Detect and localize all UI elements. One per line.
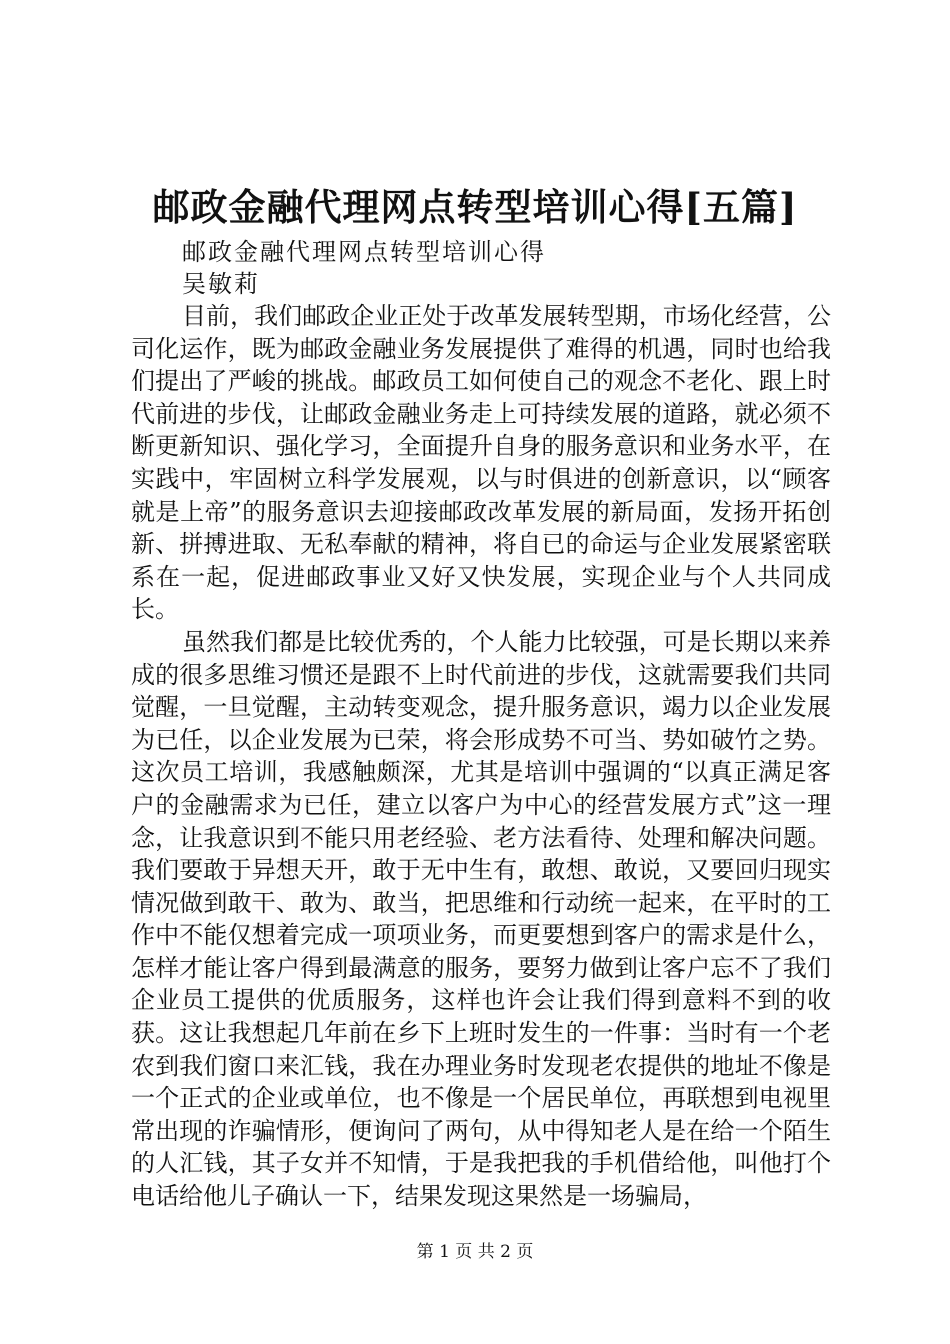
document-title: 邮政金融代理网点转型培训心得[五篇] [152,185,798,229]
paragraph: 目前，我们邮政企业正处于改革发展转型期，市场化经营，公司化运作，既为邮政金融业务发展提供了难得的机遇，同时也给我们提出了严峻的挑战。邮政员工如何使自己的观念不老化、跟上时代前进的步伐，让邮政金融业务走上可持续发展的道路，就必须不断更新知识、强化学习，全面提升自身的服务意识和业务水平，在实践中，牢固树立科学发展观，以与时俱进的创新意识，以“顾客就是上帝”的服务意识去迎接邮政改革发展的新局面，发扬开拓创新、拼搏进取、无私奉献的精神，将自已的命运与企业发展紧密联系在一起，促进邮政事业又好又快发展，实现企业与个人共同成长。 [131,302,831,624]
document-subtitle: 邮政金融代理网点转型培训心得 [182,238,546,266]
document-body [131,300,831,1213]
author-name: 吴敏莉 [182,270,260,298]
paragraph: 虽然我们都是比较优秀的，个人能力比较强，可是长期以来养成的很多思维习惯还是跟不上时代前进的步伐，这就需要我们共同觉醒，一旦觉醒，主动转变观念，提升服务意识，竭力以企业发展为已任，以企业发展为已荣，将会形成势不可当、势如破竹之势。这次员工培训，我感触颇深，尤其是培训中强调的“以真正满足客户的金融需求为已任，建立以客户为中心的经营发展方式”这一理念，让我意识到不能只用老经验、老方法看待、处理和解决问题。我们要敢于异想天开，敢于无中生有，敢想、敢说，又要回归现实情况做到敢干、敢为、敢当，把思维和行动统一起来，在平时的工作中不能仅想着完成一项项业务，而更要想到客户的需求是什么，怎样才能让客户得到最满意的服务，要努力做到让客户忘不了我们企业员工提供的优质服务，这样也许会让我们得到意料不到的收获。这让我想起几年前在乡下上班时发生的一件事：当时有一个老农到我们窗口来汇钱，我在办理业务时发现老农提供的地址不像是一个正式的企业或单位，也不像是一个居民单位，再联想到电视里常出现的诈骗情形，便询问了两句，从中得知老人是在给一个陌生的人汇钱，其子女并不知情，于是我把我的手机借给他，叫他打个电话给他儿子确认一下，结果发现这果然是一场骗局， [131,627,831,1211]
page-number: 第 1 页 共 2 页 [416,1242,534,1262]
